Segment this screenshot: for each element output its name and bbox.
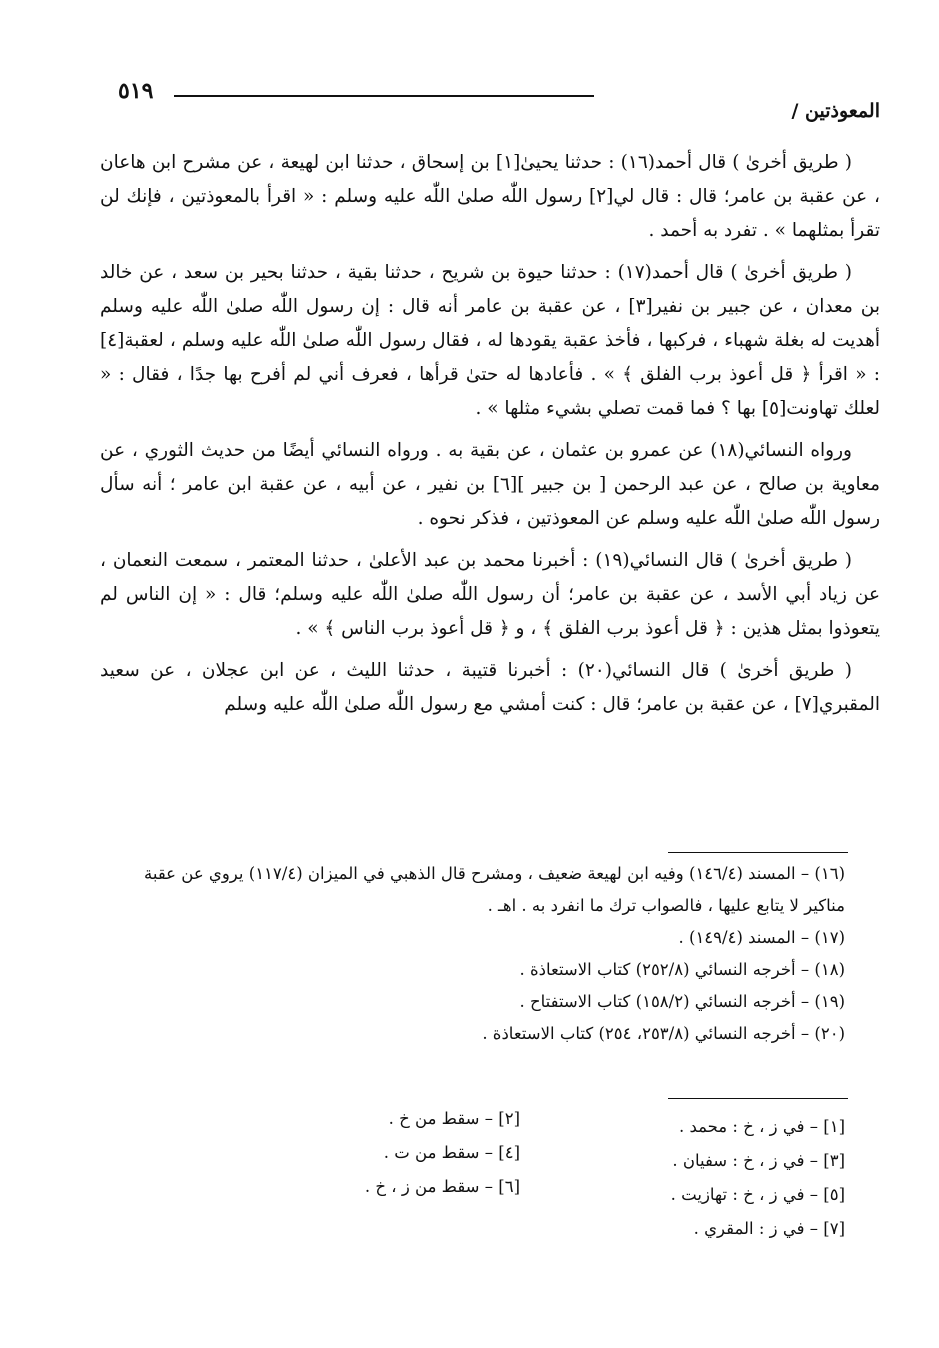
footnote-separator bbox=[668, 852, 848, 853]
variant-note: [٥] – في ز ، خ : تهازيت . bbox=[670, 1185, 845, 1204]
paragraph: ( طريق أخرىٰ ) قال النسائي(٢٠) : أخبرنا قتيبة ، حدثنا الليث ، عن ابن عجلان ، عن سعيد المقبري[٧] ، عن عقبة بن عامر؛ قال : كنت أمشي مع رسول اللّٰه صلىٰ اللّٰه عليه وسلم bbox=[100, 660, 880, 715]
footnote: (١٧) – المسند (١٤٩/٤) . bbox=[678, 928, 845, 947]
variants-separator bbox=[668, 1098, 848, 1099]
paragraph: ( طريق أخرىٰ ) قال أحمد(١٧) : حدثنا حيوة بن شريح ، حدثنا بقية ، حدثنا بحير بن سعد ، عن خالد بن معدان ، عن جبير بن نفير[٣] ، عن عقبة بن عامر أنه قال : إن رسول اللّٰه صلىٰ اللّٰه عليه وسلم أهديت له بغلة شهباء ، فركبها ، فأخذ عقبة يقودها له ، فقال رسول اللّٰه صلىٰ اللّٰه عليه وسلم ، لعقبة[٤] : « اقرأ ﴿ قل أعوذ برب الفلق ﴾ » . فأعادها له حتىٰ قرأها ، فعرف أني لم أفرح بها جدًا ، فقال : « لعلك تهاونت[٥] بها ؟ فما قمت تصلي بشيء مثلها » . bbox=[100, 262, 881, 419]
footnotes bbox=[100, 858, 845, 1050]
footnote: (١٩) – أخرجه النسائي (١٥٨/٢) كتاب الاستفتاح . bbox=[519, 992, 845, 1011]
variant-note: [٤] – سقط من ت . bbox=[383, 1143, 520, 1162]
variant-note: [٧] – في ز : المقري . bbox=[693, 1219, 845, 1238]
variant-note: [٢] – سقط من خ . bbox=[388, 1109, 520, 1128]
variants-left-column bbox=[220, 1102, 520, 1204]
variant-note: [٦] – سقط من ز ، خ . bbox=[364, 1177, 520, 1196]
header-rule bbox=[174, 95, 594, 97]
variant-note: [٣] – في ز ، خ : سفيان . bbox=[672, 1151, 845, 1170]
footnote: (١٦) – المسند (١٤٦/٤) وفيه ابن لهيعة ضعيف ، ومشرح قال الذهبي في الميزان (١١٧/٤) يروي عن عقبة مناكير لا يتابع عليها ، فالصواب ترك ما انفرد به . اهـ . bbox=[144, 864, 845, 915]
paragraph: ( طريق أخرىٰ ) قال أحمد(١٦) : حدثنا يحيىٰ[١] بن إسحاق ، حدثنا ابن لهيعة ، عن مشرح ابن هاعان ، عن عقبة بن عامر؛ قال : قال لي[٢] رسول اللّٰه صلىٰ اللّٰه عليه وسلم : « اقرأ بالمعوذتين ، فإنك لن تقرأ بمثلهما » . تفرد به أحمد . bbox=[100, 152, 880, 241]
variant-note: [١] – في ز ، خ : محمد . bbox=[678, 1117, 845, 1136]
footnote: (٢٠) – أخرجه النسائي (٢٥٣/٨، ٢٥٤) كتاب الاستعاذة . bbox=[482, 1024, 845, 1043]
running-title: المعوذتين / bbox=[791, 100, 880, 122]
paragraph: ( طريق أخرىٰ ) قال النسائي(١٩) : أخبرنا محمد بن عبد الأعلىٰ ، حدثنا المعتمر ، سمعت النعمان ، عن زياد أبي الأسد ، عن عقبة بن عامر؛ أن رسول اللّٰه صلىٰ اللّٰه عليه وسلم؛ قال : « إن الناس لم يتعوذوا بمثل هذين : ﴿ قل أعوذ برب الفلق ﴾ ، و ﴿ قل أعوذ برب الناس ﴾ » . bbox=[100, 550, 880, 639]
variants-right-column bbox=[545, 1110, 845, 1246]
footnote: (١٨) – أخرجه النسائي (٢٥٢/٨) كتاب الاستعاذة . bbox=[519, 960, 845, 979]
page-number: ٥١٩ bbox=[118, 78, 154, 104]
manuscript-variants bbox=[220, 1110, 845, 1260]
paragraph: ورواه النسائي(١٨) عن عمرو بن عثمان ، عن بقية به . ورواه النسائي أيضًا من حديث الثوري ، عن معاوية بن صالح ، عن عبد الرحمن [ بن جبير ][٦] بن نفير ، عن أبيه ، عن عقبة ابن عامر ؛ أنه سأل رسول اللّٰه صلىٰ اللّٰه عليه وسلم عن المعوذتين ، فذكر نحوه . bbox=[100, 440, 880, 529]
main-text bbox=[100, 146, 880, 730]
page-header bbox=[110, 78, 880, 128]
